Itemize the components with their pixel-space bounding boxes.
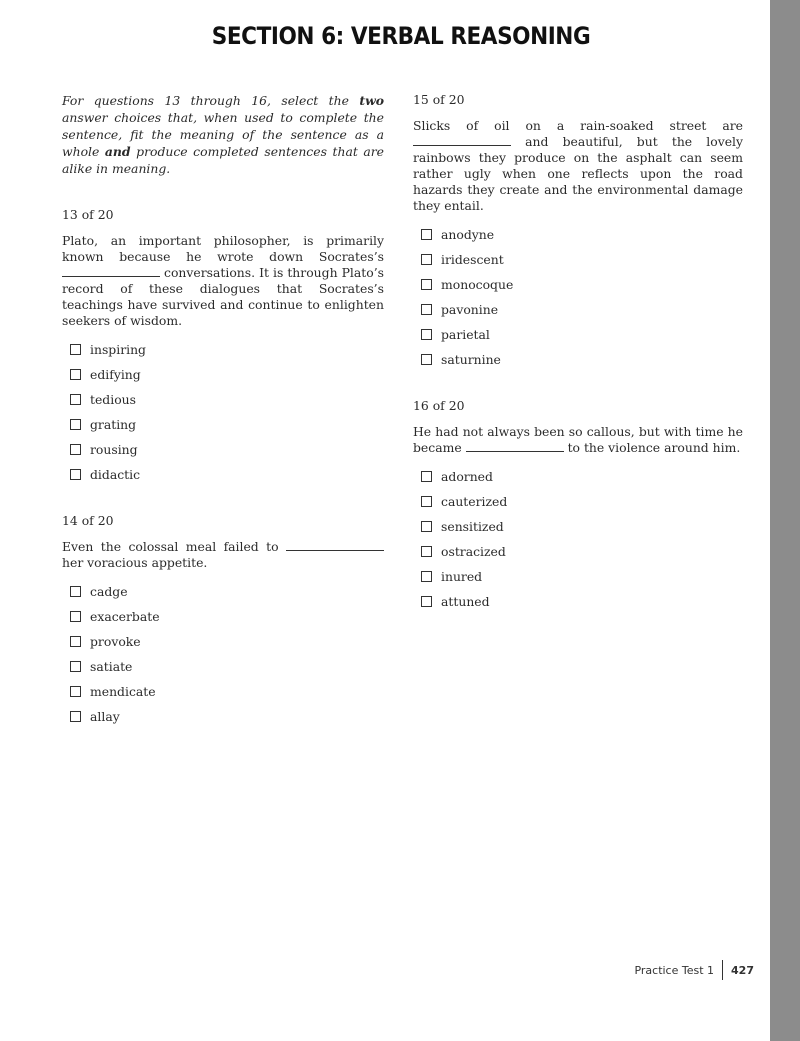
checkbox-icon[interactable]: [70, 636, 81, 647]
answer-option[interactable]: [70, 412, 384, 437]
checkbox-icon[interactable]: [70, 369, 81, 380]
question-14: [62, 513, 384, 729]
answer-option[interactable]: [421, 347, 743, 372]
question-15: [413, 92, 743, 372]
option-label: inured: [441, 569, 483, 584]
checkbox-icon[interactable]: [421, 496, 432, 507]
answer-option[interactable]: [421, 322, 743, 347]
answer-option[interactable]: [70, 337, 384, 362]
instructions: For questions 13 through 16, select the two answer choices that, when used to complete the sentence, fit the meaning of the sentence as a whole and produce completed sentences that are alike in meaning.: [62, 93, 385, 176]
page-edge-bar: [770, 0, 800, 1041]
answer-blank: [466, 441, 564, 452]
answer-option[interactable]: [421, 539, 743, 564]
option-label: adorned: [441, 469, 493, 484]
page-footer: [560, 962, 754, 978]
checkbox-icon[interactable]: [421, 254, 432, 265]
checkbox-icon[interactable]: [421, 571, 432, 582]
option-label: attuned: [441, 594, 490, 609]
option-label: ostracized: [441, 544, 506, 559]
answer-option[interactable]: [70, 629, 384, 654]
checkbox-icon[interactable]: [421, 596, 432, 607]
checkbox-icon[interactable]: [421, 329, 432, 340]
option-label: mendicate: [90, 684, 156, 699]
checkbox-icon[interactable]: [421, 304, 432, 315]
question-text: He had not always been so callous, but with time he became to the violence around him.: [413, 424, 743, 455]
checkbox-icon[interactable]: [70, 611, 81, 622]
question-text: Slicks of oil on a rain-soaked street are and beautiful, but the lovely rainbows they produce on the asphalt can seem rather ugly when one reflects upon the road hazards they create and the environmental damage they entail.: [413, 118, 743, 213]
checkbox-icon[interactable]: [70, 394, 81, 405]
answer-option[interactable]: [421, 272, 743, 297]
checkbox-icon[interactable]: [70, 661, 81, 672]
footer-divider: [722, 960, 723, 980]
checkbox-icon[interactable]: [421, 521, 432, 532]
checkbox-icon[interactable]: [70, 344, 81, 355]
answer-option[interactable]: [421, 589, 743, 614]
option-label: iridescent: [441, 252, 504, 267]
answer-option[interactable]: [70, 362, 384, 387]
option-label: cadge: [90, 584, 128, 599]
answer-blank: [286, 540, 384, 551]
option-label: pavonine: [441, 302, 499, 317]
checkbox-icon[interactable]: [70, 686, 81, 697]
checkbox-icon[interactable]: [70, 419, 81, 430]
option-label: exacerbate: [90, 609, 160, 624]
question-number: 16 of 20: [413, 398, 465, 413]
option-label: parietal: [441, 327, 490, 342]
answer-options: [421, 222, 743, 372]
option-label: allay: [90, 709, 120, 724]
option-label: tedious: [90, 392, 137, 407]
option-label: sensitized: [441, 519, 504, 534]
question-text: Plato, an important philosopher, is primarily known because he wrote down Socrates’s conversations. It is through Plato’s record of these dialogues that Socrates’s teachings have survived and continue to enlighten seekers of wisdom.: [62, 233, 384, 328]
checkbox-icon[interactable]: [421, 229, 432, 240]
answer-option[interactable]: [70, 579, 384, 604]
question-text: Even the colossal meal failed to her voracious appetite.: [62, 539, 384, 571]
checkbox-icon[interactable]: [70, 711, 81, 722]
answer-option[interactable]: [70, 654, 384, 679]
section-title: SECTION 6: VERBAL REASONING: [211, 22, 591, 50]
footer-label: Practice Test 1: [634, 963, 715, 977]
option-label: saturnine: [441, 352, 501, 367]
option-label: didactic: [90, 467, 141, 482]
answer-options: [421, 464, 743, 614]
left-column: [62, 92, 384, 755]
answer-option[interactable]: [421, 564, 743, 589]
checkbox-icon[interactable]: [70, 586, 81, 597]
answer-option[interactable]: [421, 297, 743, 322]
answer-option[interactable]: [70, 604, 384, 629]
checkbox-icon[interactable]: [70, 469, 81, 480]
answer-options: [70, 337, 384, 487]
page-number: 427: [731, 963, 754, 977]
answer-blank: [413, 135, 511, 146]
option-label: anodyne: [441, 227, 495, 242]
option-label: monocoque: [441, 277, 514, 292]
answer-option[interactable]: [421, 222, 743, 247]
question-number: 13 of 20: [62, 207, 114, 222]
right-column: [413, 92, 743, 640]
answer-option[interactable]: [421, 514, 743, 539]
answer-option[interactable]: [421, 464, 743, 489]
checkbox-icon[interactable]: [421, 354, 432, 365]
answer-option[interactable]: [421, 489, 743, 514]
answer-option[interactable]: [70, 437, 384, 462]
answer-option[interactable]: [421, 247, 743, 272]
option-label: satiate: [90, 659, 133, 674]
checkbox-icon[interactable]: [421, 546, 432, 557]
checkbox-icon[interactable]: [70, 444, 81, 455]
question-number: 14 of 20: [62, 513, 114, 528]
answer-option[interactable]: [70, 462, 384, 487]
option-label: grating: [90, 417, 137, 432]
answer-options: [70, 579, 384, 729]
answer-option[interactable]: [70, 679, 384, 704]
option-label: rousing: [90, 442, 138, 457]
checkbox-icon[interactable]: [421, 471, 432, 482]
answer-option[interactable]: [70, 704, 384, 729]
checkbox-icon[interactable]: [421, 279, 432, 290]
answer-blank: [62, 266, 160, 277]
option-label: inspiring: [90, 342, 146, 357]
question-number: 15 of 20: [413, 92, 465, 107]
option-label: edifying: [90, 367, 141, 382]
answer-option[interactable]: [70, 387, 384, 412]
question-16: [413, 398, 743, 614]
option-label: provoke: [90, 634, 141, 649]
question-13: [62, 207, 384, 487]
option-label: cauterized: [441, 494, 508, 509]
